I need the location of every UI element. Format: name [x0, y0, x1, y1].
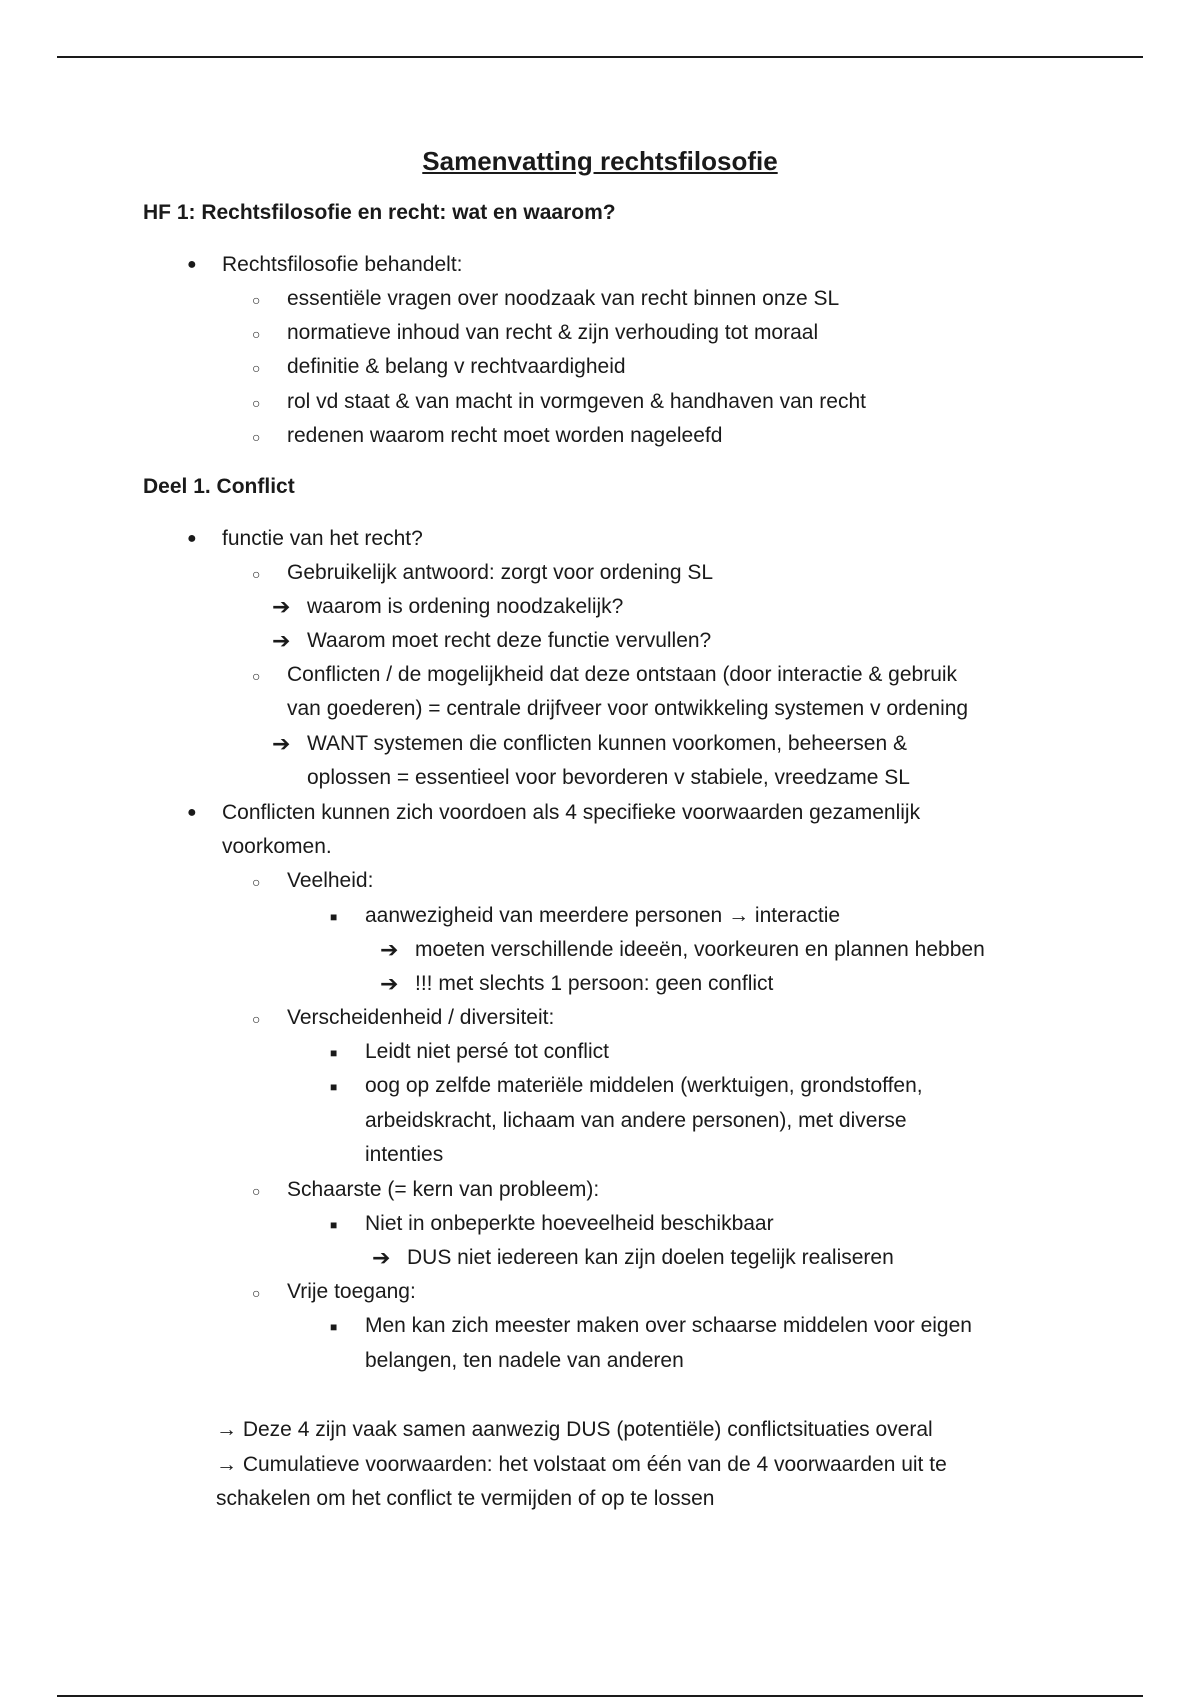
bullet-square-icon: ■: [330, 910, 338, 924]
arrow-right-icon: ➔: [380, 971, 399, 996]
arrow-right-icon: ➔: [372, 1245, 391, 1270]
list-item: Rechtsfilosofie behandelt:: [222, 253, 463, 276]
list-item: Verscheidenheid / diversiteit:: [287, 1006, 555, 1029]
list-item: redenen waarom recht moet worden nageleefd: [287, 424, 723, 447]
section-heading-hf1: HF 1: Rechtsfilosofie en recht: wat en waarom?: [143, 201, 616, 224]
document-title: Samenvatting rechtsfilosofie: [422, 146, 778, 176]
bullet-circle-icon: ○: [252, 292, 261, 308]
bullet-square-icon: ■: [330, 1320, 338, 1334]
conclusion-line-continuation: schakelen om het conflict te vermijden of op te lossen: [216, 1487, 715, 1510]
list-item-continuation: van goederen) = centrale drijfveer voor ontwikkeling systemen v ordening: [287, 697, 969, 720]
arrow-right-icon: ➔: [380, 937, 399, 962]
bullet-circle-icon: ○: [252, 874, 261, 890]
list-item: oog op zelfde materiële middelen (werktuigen, grondstoffen,: [365, 1074, 923, 1097]
bullet-dot-icon: ●: [187, 256, 197, 273]
bullet-square-icon: ■: [330, 1080, 338, 1094]
bullet-circle-icon: ○: [252, 429, 261, 445]
list-item: WANT systemen die conflicten kunnen voorkomen, beheersen &: [307, 732, 907, 755]
list-item: essentiële vragen over noodzaak van recht binnen onze SL: [287, 287, 840, 310]
bullet-circle-icon: ○: [252, 668, 261, 684]
list-item: Conflicten / de mogelijkheid dat deze ontstaan (door interactie & gebruik: [287, 663, 958, 686]
list-item: Conflicten kunnen zich voordoen als 4 specifieke voorwaarden gezamenlijk: [222, 801, 921, 824]
list-item: normatieve inhoud van recht & zijn verhouding tot moraal: [287, 321, 819, 344]
bullet-square-icon: ■: [330, 1046, 338, 1060]
list-item: functie van het recht?: [222, 527, 423, 550]
list-item: !!! met slechts 1 persoon: geen conflict: [415, 972, 774, 995]
bullet-circle-icon: ○: [252, 360, 261, 376]
bullet-dot-icon: ●: [187, 530, 197, 547]
arrow-right-icon: ➔: [272, 628, 291, 653]
bullet-circle-icon: ○: [252, 566, 261, 582]
list-item: Waarom moet recht deze functie vervullen?: [307, 629, 712, 652]
list-item: DUS niet iedereen kan zijn doelen tegelijk realiseren: [407, 1246, 894, 1269]
bullet-circle-icon: ○: [252, 395, 261, 411]
bullet-square-icon: ■: [330, 1218, 338, 1232]
list-item-continuation: oplossen = essentieel voor bevorderen v stabiele, vreedzame SL: [307, 766, 910, 789]
list-item: Schaarste (= kern van probleem):: [287, 1178, 600, 1201]
bullet-dot-icon: ●: [187, 804, 197, 821]
list-item: Veelheid:: [287, 869, 374, 892]
list-item: Vrije toegang:: [287, 1280, 416, 1303]
bullet-circle-icon: ○: [252, 1011, 261, 1027]
list-item: Gebruikelijk antwoord: zorgt voor ordening SL: [287, 561, 714, 584]
list-item: moeten verschillende ideeën, voorkeuren en plannen hebben: [415, 938, 985, 961]
header-rule: [57, 56, 1143, 58]
list-item: rol vd staat & van macht in vormgeven & handhaven van recht: [287, 390, 866, 413]
conclusion-line: → Cumulatieve voorwaarden: het volstaat om één van de 4 voorwaarden uit te: [216, 1453, 947, 1476]
list-item: definitie & belang v rechtvaardigheid: [287, 355, 626, 378]
conclusion-line: → Deze 4 zijn vaak samen aanwezig DUS (potentiële) conflictsituaties overal: [216, 1418, 933, 1441]
list-item-continuation: voorkomen.: [222, 835, 332, 858]
bullet-circle-icon: ○: [252, 326, 261, 342]
list-item-continuation: arbeidskracht, lichaam van andere personen), met diverse: [365, 1109, 907, 1132]
section-heading-deel1: Deel 1. Conflict: [143, 475, 295, 498]
list-item: waarom is ordening noodzakelijk?: [307, 595, 624, 618]
list-item: Niet in onbeperkte hoeveelheid beschikbaar: [365, 1212, 774, 1235]
footer-rule: [57, 1695, 1143, 1697]
arrow-right-icon: ➔: [272, 731, 291, 756]
list-item: Men kan zich meester maken over schaarse middelen voor eigen: [365, 1314, 972, 1337]
list-item-continuation: intenties: [365, 1143, 444, 1166]
list-item: aanwezigheid van meerdere personen → interactie: [365, 904, 841, 927]
bullet-circle-icon: ○: [252, 1183, 261, 1199]
bullet-circle-icon: ○: [252, 1285, 261, 1301]
arrow-right-icon: ➔: [272, 594, 291, 619]
list-item: Leidt niet persé tot conflict: [365, 1040, 609, 1063]
list-item-continuation: belangen, ten nadele van anderen: [365, 1349, 684, 1372]
